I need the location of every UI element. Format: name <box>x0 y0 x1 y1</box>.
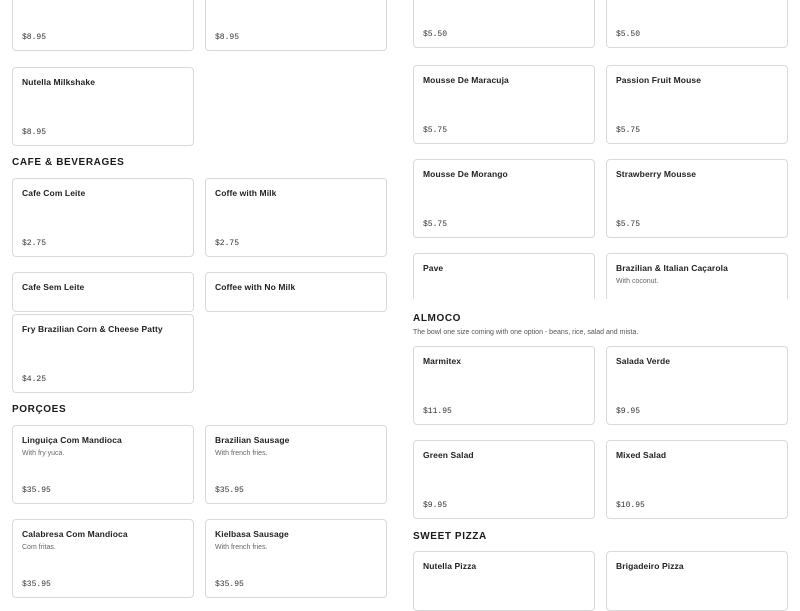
menu-item-cafe-com-leite[interactable] <box>12 178 194 257</box>
item-price: $9.95 <box>423 501 448 510</box>
menu-item-green-salad[interactable] <box>413 440 595 519</box>
menu-item-card[interactable] <box>606 0 788 48</box>
item-description: With coconut. <box>616 278 659 285</box>
item-price: $35.95 <box>22 580 51 589</box>
menu-item-mousse-maracuja[interactable] <box>413 65 595 144</box>
menu-item-brazilian-sausage[interactable] <box>205 425 387 504</box>
menu-item-marmitex[interactable] <box>413 346 595 425</box>
menu-item-kielbasa[interactable] <box>205 519 387 598</box>
menu-item-card[interactable] <box>413 0 595 48</box>
menu-item-pave[interactable] <box>413 253 595 299</box>
item-price: $2.75 <box>215 239 240 248</box>
item-price: $8.95 <box>215 33 240 42</box>
item-name: Calabresa Com Mandioca <box>22 529 128 539</box>
item-price: $10.95 <box>616 501 645 510</box>
item-price: $9.95 <box>616 407 641 416</box>
menu-item-nutella-milkshake[interactable] <box>12 67 194 146</box>
menu-item-brazilian-cacarola[interactable] <box>606 253 788 299</box>
item-price: $4.25 <box>22 375 47 384</box>
section-heading-sweet-pizza: SWEET PIZZA <box>413 531 487 542</box>
item-price: $11.95 <box>423 407 452 416</box>
item-name: Passion Fruit Mouse <box>616 75 702 85</box>
menu-item-salada-verde[interactable] <box>606 346 788 425</box>
item-name: Mousse De Morango <box>423 169 508 179</box>
item-name: Cafe Sem Leite <box>22 282 85 292</box>
item-description: With french fries. <box>215 450 268 457</box>
menu-item-mixed-salad[interactable] <box>606 440 788 519</box>
item-description: With french fries. <box>215 544 268 551</box>
item-description: Com fritas. <box>22 544 56 551</box>
item-price: $5.50 <box>616 30 641 39</box>
menu-item-nutella-pizza[interactable] <box>413 551 595 611</box>
item-name: Mousse De Maracuja <box>423 75 509 85</box>
item-price: $35.95 <box>22 486 51 495</box>
item-name: Nutella Milkshake <box>22 77 96 87</box>
item-name: Cafe Com Leite <box>22 188 86 198</box>
item-price: $2.75 <box>22 239 47 248</box>
menu-item-passion-fruit-mouse[interactable] <box>606 65 788 144</box>
menu-item-calabresa[interactable] <box>12 519 194 598</box>
item-price: $5.75 <box>423 220 448 229</box>
item-name: Mixed Salad <box>616 450 667 460</box>
item-price: $5.75 <box>616 220 641 229</box>
item-name: Strawberry Mousse <box>616 169 697 179</box>
item-description: With fry yuca. <box>22 450 65 457</box>
menu-item-linguica[interactable] <box>12 425 194 504</box>
section-description-almoco: The bowl one size coming with one option - beans, rice, salad and mista. <box>413 329 639 336</box>
item-name: Green Salad <box>423 450 474 460</box>
item-name: Salada Verde <box>616 356 671 366</box>
menu-item-brigadeiro-pizza[interactable] <box>606 551 788 611</box>
item-price: $8.95 <box>22 128 47 137</box>
menu-item-cafe-sem-leite[interactable] <box>12 272 194 312</box>
menu-item-card[interactable] <box>205 0 387 51</box>
item-price: $5.75 <box>423 126 448 135</box>
item-name: Linguiça Com Mandioca <box>22 435 122 445</box>
item-name: Pave <box>423 263 444 273</box>
menu-item-strawberry-mousse[interactable] <box>606 159 788 238</box>
item-name: Coffee with No Milk <box>215 282 296 292</box>
item-name: Coffe with Milk <box>215 188 277 198</box>
item-name: Brazilian Sausage <box>215 435 290 445</box>
menu-item-card[interactable] <box>12 0 194 51</box>
item-price: $8.95 <box>22 33 47 42</box>
item-name: Nutella Pizza <box>423 561 477 571</box>
item-name: Marmitex <box>423 356 462 366</box>
menu-item-mousse-morango[interactable] <box>413 159 595 238</box>
item-price: $35.95 <box>215 486 244 495</box>
item-price: $35.95 <box>215 580 244 589</box>
menu-item-fry-corn-patty[interactable] <box>12 314 194 393</box>
item-name: Brazilian & Italian Caçarola <box>616 263 728 273</box>
item-price: $5.75 <box>616 126 641 135</box>
menu-item-coffe-with-milk[interactable] <box>205 178 387 257</box>
item-name: Fry Brazilian Corn & Cheese Patty <box>22 324 163 334</box>
section-heading-porcoes: PORÇOES <box>12 404 67 415</box>
item-name: Kielbasa Sausage <box>215 529 289 539</box>
section-heading-almoco: ALMOCO <box>413 313 462 324</box>
item-price: $5.50 <box>423 30 448 39</box>
menu-item-coffee-no-milk[interactable] <box>205 272 387 312</box>
section-heading-cafe-beverages: CAFE & BEVERAGES <box>12 157 125 168</box>
item-name: Brigadeiro Pizza <box>616 561 684 571</box>
